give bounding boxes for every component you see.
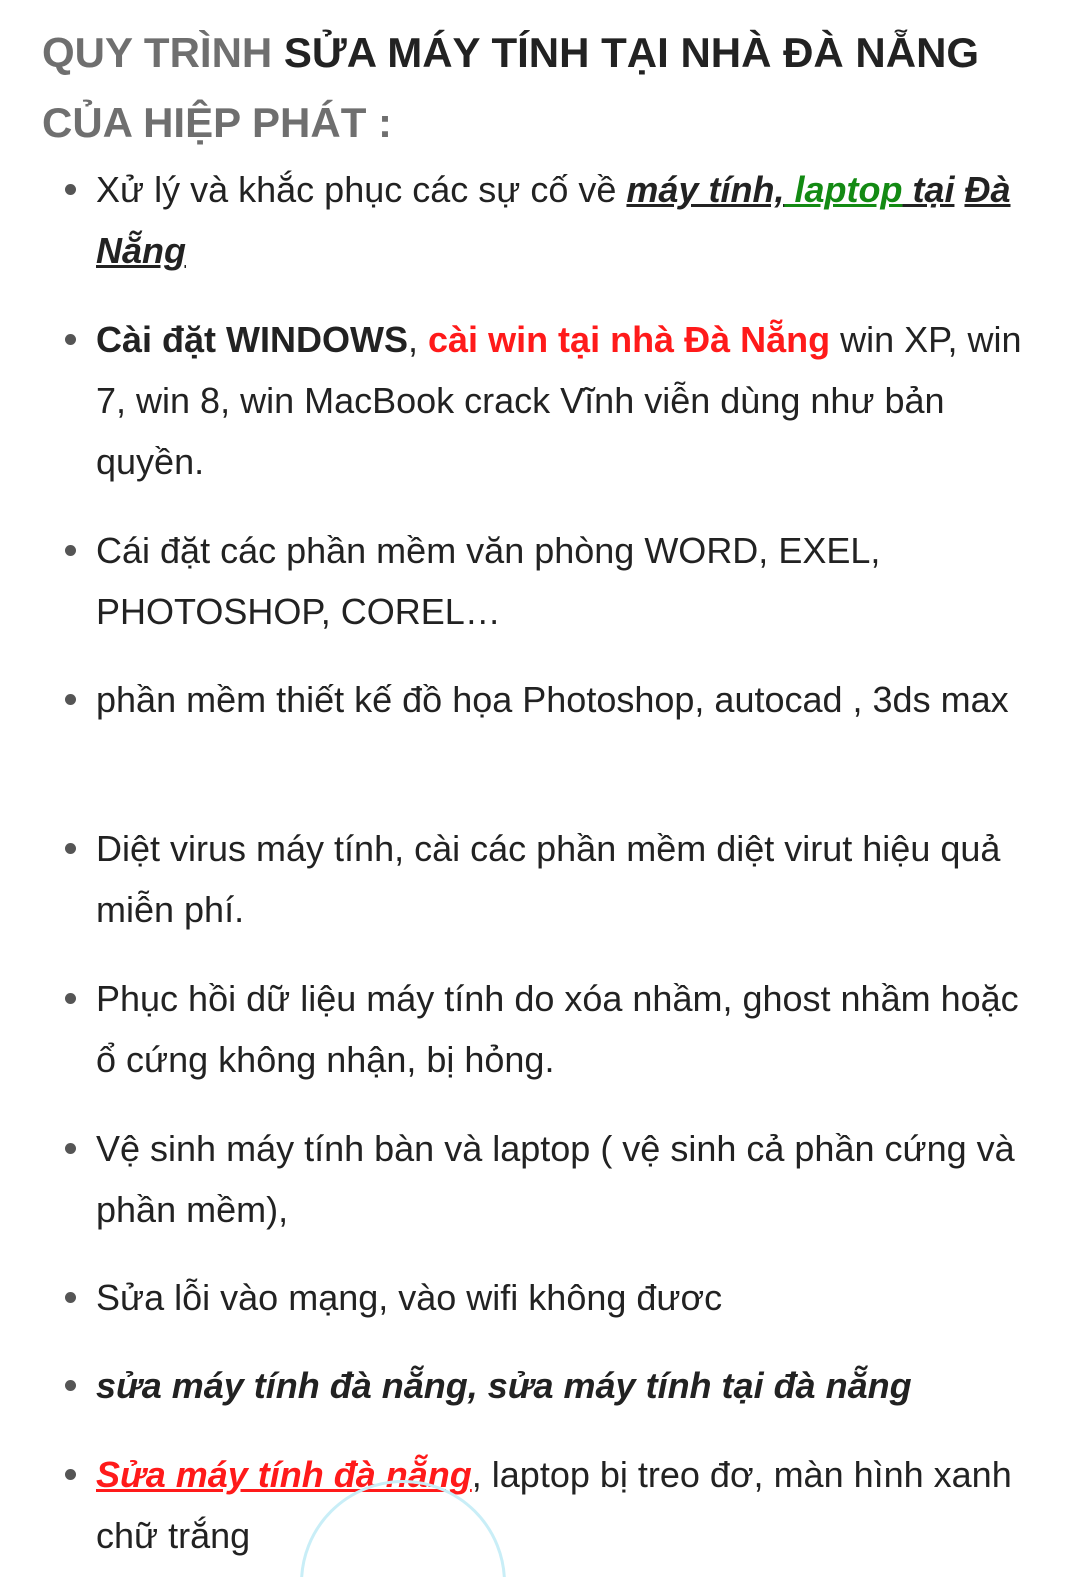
link-da-nang[interactable]: Đà Nẵng (96, 169, 1011, 271)
list-item-text: win XP, win 7, win 8, win MacBook crack Vĩnh viễn dùng như bản quyền. (96, 319, 1022, 482)
list-item-text: Cái đặt các phần mềm văn phòng WORD, EXEL, PHOTOSHOP, COREL… (96, 530, 881, 632)
list-item-text: sửa máy tính đà nẵng, sửa máy tính tại đà nẵng (96, 1365, 912, 1406)
list-item (96, 1267, 1046, 1328)
list-item (96, 968, 1046, 1090)
list-item-text: Phục hồi dữ liệu máy tính do xóa nhầm, ghost nhầm hoặc ổ cứng không nhận, bị hỏng. (96, 978, 1019, 1080)
list-item (96, 669, 1046, 730)
list-item-text: Xử lý và khắc phục các sự cố về (96, 169, 627, 210)
list-item-bold: Cài đặt WINDOWS (96, 319, 408, 360)
heading-line2: CỦA HIỆP PHÁT : (42, 99, 393, 146)
list-item-text: phần mềm thiết kế đồ họa Photoshop, autocad , 3ds max (96, 679, 1009, 720)
list-item-text: , laptop bị treo đơ, màn hình xanh chữ trắng (96, 1454, 1012, 1556)
list-item (96, 520, 1046, 642)
list-item-text: , (408, 319, 429, 360)
list-item-text: Diệt virus máy tính, cài các phần mềm diệt virut hiệu quả miễn phí. (96, 828, 1001, 930)
list-item-text: Vệ sinh máy tính bàn và laptop ( vệ sinh cả phần cứng và phần mềm), (96, 1128, 1015, 1230)
heading-prefix: QUY TRÌNH (42, 29, 284, 76)
list-item (96, 1355, 1046, 1416)
link-may-tinh[interactable]: máy tính, (626, 169, 785, 210)
section-heading (42, 18, 1042, 158)
list-item-text: Sửa lỗi vào mạng, vào wifi không đươc (96, 1277, 723, 1318)
link-sua-may-tinh-da-nang[interactable]: Sửa máy tính đà nẵng (96, 1454, 472, 1495)
list-item (96, 159, 1046, 281)
link-tai[interactable]: tại (902, 169, 955, 210)
list-item (96, 818, 1046, 940)
list-item-highlight: cài win tại nhà Đà Nẵng (428, 319, 831, 360)
list-item (96, 309, 1046, 492)
heading-main: SỬA MÁY TÍNH TẠI NHÀ ĐÀ NẴNG (283, 29, 980, 76)
link-laptop[interactable]: laptop (784, 169, 903, 210)
list-item (96, 1444, 1046, 1566)
list-item (96, 1118, 1046, 1240)
